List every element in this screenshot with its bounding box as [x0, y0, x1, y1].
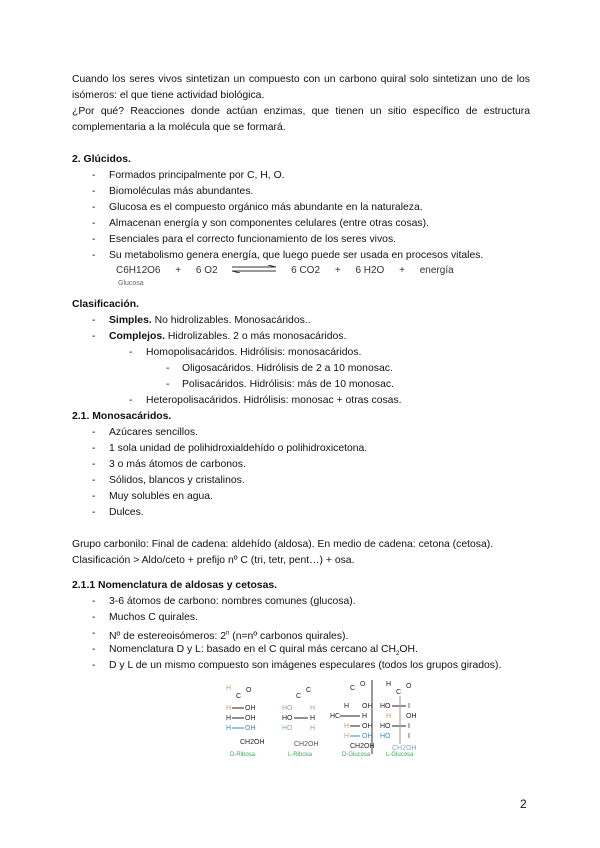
svg-text:HO: HO	[282, 705, 293, 712]
d-glucosa-structure	[330, 681, 373, 740]
svg-text:HO: HO	[282, 715, 293, 722]
svg-text:H: H	[344, 703, 350, 710]
list-item: - Almacenan energía y son componentes celulares (entre otras cosas).	[92, 218, 429, 229]
list-item: - 3-6 átomos de carbono: nombres comunes (glucosa).	[92, 596, 356, 607]
fischer-projections-figure	[220, 678, 475, 758]
reactant-oxygen: 6 O2	[195, 265, 218, 277]
ch2oh-label: CH2OH	[294, 741, 319, 748]
svg-text:HO: HO	[380, 723, 391, 730]
list-item: - Formados principalmente por C, H, O.	[92, 170, 285, 181]
list-item: - Biomoléculas más abundantes.	[92, 186, 254, 197]
svg-text:H: H	[386, 681, 392, 688]
glucose-label: Glucosa	[118, 280, 144, 287]
nomenclatura-section	[72, 578, 530, 674]
list-item: - Muy solubles en agua.	[92, 491, 213, 502]
svg-text:I: I	[408, 733, 410, 740]
list-item: - Heteropolisacáridos. Hidrólisis: monosac + otras cosas.	[129, 395, 402, 406]
svg-text:H: H	[310, 715, 316, 722]
list-item: - Azúcares sencillos.	[92, 427, 198, 438]
svg-text:O: O	[360, 681, 366, 688]
svg-text:H: H	[362, 713, 368, 720]
d-ribosa-structure	[226, 685, 256, 732]
list-item: - Oligosacáridos. Hidrólisis de 2 a 10 monosac.	[166, 363, 393, 374]
product-water: 6 H2O	[355, 265, 385, 277]
svg-text:H: H	[226, 705, 232, 712]
svg-text:HO: HO	[380, 733, 391, 740]
intro-p2-line1: ¿Por qué? Reacciones donde actúan enzimas, que tienen un sitio específico de estructura	[72, 106, 530, 117]
intro-p1-line2: isómeros: el que tiene actividad biológica.	[72, 90, 265, 101]
svg-text:H: H	[310, 705, 316, 712]
heading-monosacaridos: 2.1. Monosacáridos.	[72, 411, 172, 422]
svg-text:C: C	[296, 693, 302, 700]
label-d-ribosa: D-Ribosa	[230, 752, 256, 758]
intro-p2-line2: complementaria a la molécula que se formará.	[72, 122, 286, 133]
svg-text:O: O	[246, 687, 252, 694]
svg-text:HO: HO	[282, 725, 293, 732]
list-item: - Simples. No hidrolizables. Monosacáridos..	[92, 315, 311, 326]
intro	[72, 72, 530, 136]
svg-text:H: H	[226, 725, 232, 732]
label-d-glucosa: D-Glucosa	[342, 752, 371, 758]
svg-text:H: H	[310, 725, 316, 732]
ch2oh-label: CH2OH	[240, 739, 265, 746]
list-item: - Muchos C quirales.	[92, 612, 198, 623]
svg-text:OH: OH	[406, 713, 417, 720]
list-item: - Esenciales para el correcto funcionamiento de los seres vivos.	[92, 234, 397, 245]
list-item: - Su metabolismo genera energía, que luego puede ser usada en procesos vitales.	[92, 250, 484, 261]
clasificacion-section	[72, 297, 530, 569]
clasif-text: Clasificación > Aldo/ceto + prefijo nº C (tri, tetr, pent…) + osa.	[72, 555, 355, 566]
svg-text:H: H	[344, 733, 350, 740]
svg-text:I: I	[408, 703, 410, 710]
l-ribosa-structure	[282, 687, 315, 732]
list-item: - Homopolisacáridos. Hidrólisis: monosacáridos.	[129, 347, 362, 358]
list-item: - Polisacáridos. Hidrólisis: más de 10 monosac.	[166, 379, 394, 390]
svg-text:C: C	[396, 689, 402, 696]
equilibrium-arrow-icon	[232, 265, 276, 276]
l-glucosa-structure	[380, 681, 417, 744]
ch2oh-label: CH2OH	[350, 743, 375, 750]
svg-text:OH: OH	[245, 725, 256, 732]
reactant-glucose: C6H12O6	[116, 265, 161, 277]
list-item: - Glucosa es el compuesto orgánico más abundante en la naturaleza.	[92, 202, 423, 213]
svg-text:OH: OH	[245, 715, 256, 722]
svg-text:O: O	[406, 683, 412, 690]
product-energy: energía	[419, 265, 454, 277]
svg-text:OH: OH	[362, 733, 373, 740]
svg-text:H: H	[226, 685, 232, 692]
list-item: - 3 o más átomos de carbonos.	[92, 459, 246, 470]
page-number: 2	[520, 797, 527, 811]
svg-text:H: H	[386, 713, 392, 720]
glucose-equation: C6H12O6 + 6 O2 6 CO2 + 6 H2O + energía	[116, 265, 454, 277]
intro-p1-line1: Cuando los seres vivos sintetizan un compuesto con un carbono quiral solo sintetizan uno de los	[72, 74, 530, 85]
label-l-glucosa: L-Glucosa	[386, 752, 414, 758]
svg-text:H: H	[344, 723, 350, 730]
carbonilo-text: Grupo carbonilo: Final de cadena: aldehído (aldosa). En medio de cadena: cetona (cetosa).	[72, 539, 494, 550]
list-item: - D y L de un mismo compuesto son imágenes especulares (todos los grupos girados).	[92, 660, 502, 671]
label-l-ribosa: L-Ribosa	[288, 752, 313, 758]
heading-nomenclatura: 2.1.1 Nomenclatura de aldosas y cetosas.	[72, 580, 278, 591]
list-item: - Nomenclatura D y L: basado en el C quiral más cercano al $CH_2OH$.	[92, 644, 418, 658]
svg-text:H: H	[226, 715, 232, 722]
list-item: - Sólidos, blancos y cristalinos.	[92, 475, 245, 486]
svg-text:OH: OH	[362, 703, 373, 710]
glucidos-section	[72, 152, 530, 264]
svg-text:OH: OH	[245, 705, 256, 712]
heading-clasificacion: Clasificación.	[72, 299, 139, 310]
svg-text:C: C	[306, 687, 312, 694]
list-item: - Nº de estereoisómeros: 2$^n$ (n=nº carbonos quirales).	[92, 628, 349, 643]
list-item: - Dulces.	[92, 507, 144, 518]
heading-glucidos: 2. Glúcidos.	[72, 154, 131, 165]
svg-text:HC: HC	[330, 713, 341, 720]
svg-text:OH: OH	[362, 723, 373, 730]
svg-text:C: C	[236, 693, 242, 700]
ch2oh-label: CH2OH	[392, 745, 417, 752]
svg-text:HO: HO	[380, 703, 391, 710]
product-co2: 6 CO2	[291, 265, 321, 277]
list-item: - Complejos. Hidrolizables. 2 o más monosacáridos.	[92, 331, 347, 342]
svg-text:C: C	[350, 685, 356, 692]
svg-text:I: I	[408, 723, 410, 730]
list-item: - 1 sola unidad de polihidroxialdehído o polihidroxicetona.	[92, 443, 368, 454]
